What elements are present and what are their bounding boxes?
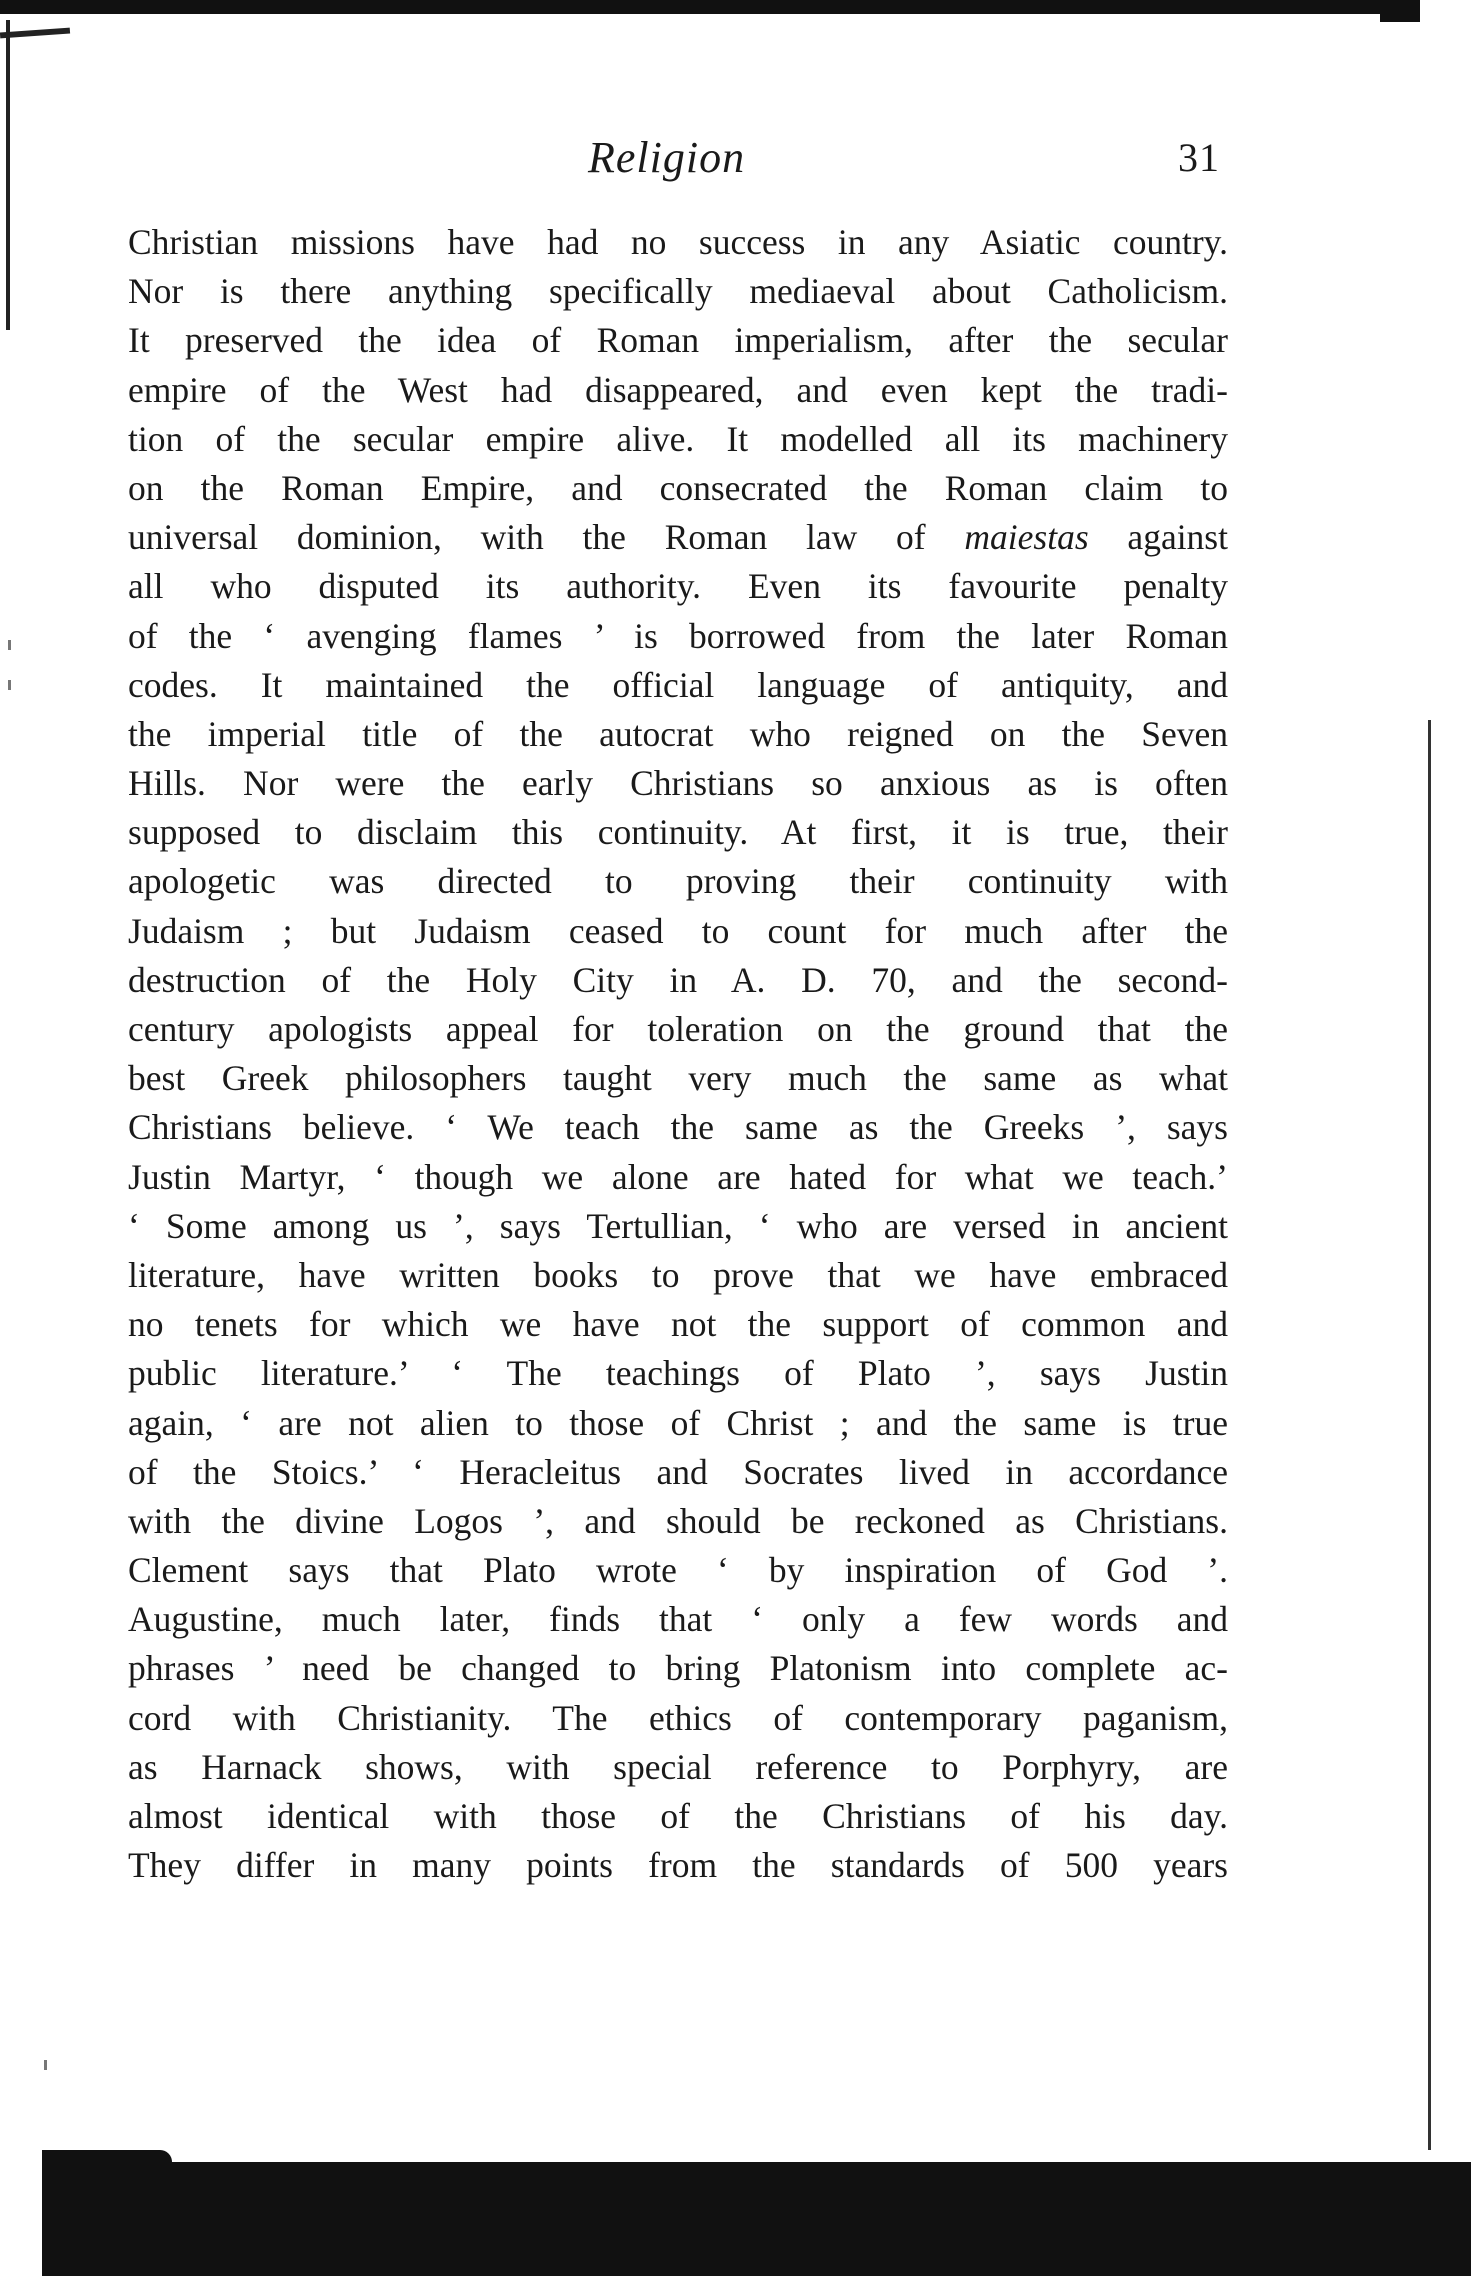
text-line: with the divine Logos ’, and should be reckoned as Christians.	[128, 1500, 1228, 1541]
text-line: ‘ Some among us ’, says Tertullian, ‘ who are versed in ancient	[128, 1205, 1228, 1246]
text-line: of the ‘ avenging flames ’ is borrowed from the later Roman	[128, 615, 1228, 656]
scan-left-corner-mark	[0, 28, 70, 39]
scan-top-border-edge	[1380, 0, 1420, 22]
scan-speck	[8, 680, 11, 690]
text-line: Christians believe. ‘ We teach the same as the Greeks ’, says	[128, 1107, 1228, 1148]
scan-top-border	[0, 0, 1410, 14]
text-line: the imperial title of the autocrat who reigned on the Seven	[128, 713, 1228, 754]
text-line: best Greek philosophers taught very much the same as what	[128, 1058, 1228, 1099]
text-line: Justin Martyr, ‘ though we alone are hated for what we teach.’	[128, 1156, 1228, 1197]
text-line: They differ in many points from the standards of 500 years	[128, 1845, 1228, 1886]
text-line: Nor is there anything specifically mediaeval about Catholicism.	[128, 271, 1228, 312]
text-line: no tenets for which we have not the support of common and	[128, 1304, 1228, 1345]
text-line: destruction of the Holy City in A. D. 70, and the second-	[128, 959, 1228, 1000]
text-line: cord with Christianity. The ethics of contemporary paganism,	[128, 1697, 1228, 1738]
text-line: Augustine, much later, finds that ‘ only a few words and	[128, 1599, 1228, 1640]
page-title: Religion	[588, 133, 746, 182]
text-line: apologetic was directed to proving their continuity with	[128, 861, 1228, 902]
text-line: literature, have written books to prove that we have embraced	[128, 1254, 1228, 1295]
text-line: as Harnack shows, with special reference to Porphyry, are	[128, 1746, 1228, 1787]
page-number: 31	[1178, 135, 1220, 180]
text-line: on the Roman Empire, and consecrated the Roman claim to	[128, 467, 1228, 508]
text-line: almost identical with those of the Christians of his day.	[128, 1796, 1228, 1836]
text-line: empire of the West had disappeared, and even kept the tradi-	[128, 369, 1228, 410]
scan-speck	[8, 640, 11, 650]
scan-bottom-border	[42, 2162, 1471, 2276]
scan-left-margin-mark	[6, 20, 10, 330]
text-line: all who disputed its authority. Even its favourite penalty	[128, 566, 1228, 607]
text-line: Clement says that Plato wrote ‘ by inspiration of God ’.	[128, 1550, 1228, 1591]
text-line: public literature.’ ‘ The teachings of Plato ’, says Justin	[128, 1353, 1228, 1394]
body-paragraph	[128, 218, 1228, 1890]
text-line: phrases ’ need be changed to bring Platonism into complete ac-	[128, 1648, 1228, 1689]
text-line: supposed to disclaim this continuity. At first, it is true, their	[128, 812, 1228, 853]
text-line: universal dominion, with the Roman law of maiestas against	[128, 517, 1228, 558]
text-line: codes. It maintained the official language of antiquity, and	[128, 664, 1228, 705]
text-line: Hills. Nor were the early Christians so anxious as is often	[128, 763, 1228, 804]
scan-speck	[44, 2060, 47, 2070]
text-line: again, ‘ are not alien to those of Christ ; and the same is true	[128, 1402, 1228, 1443]
scan-right-edge-line	[1428, 720, 1431, 2150]
text-line: of the Stoics.’ ‘ Heracleitus and Socrates lived in accordance	[128, 1451, 1228, 1492]
text-line: tion of the secular empire alive. It modelled all its machinery	[128, 418, 1228, 459]
text-line: It preserved the idea of Roman imperialism, after the secular	[128, 320, 1228, 361]
running-head	[130, 132, 1230, 192]
italic-term: maiestas	[964, 517, 1089, 558]
text-line: Judaism ; but Judaism ceased to count for much after the	[128, 910, 1228, 951]
text-line: Christian missions have had no success in any Asiatic country.	[128, 222, 1228, 262]
text-line: century apologists appeal for toleration on the ground that the	[128, 1009, 1228, 1049]
